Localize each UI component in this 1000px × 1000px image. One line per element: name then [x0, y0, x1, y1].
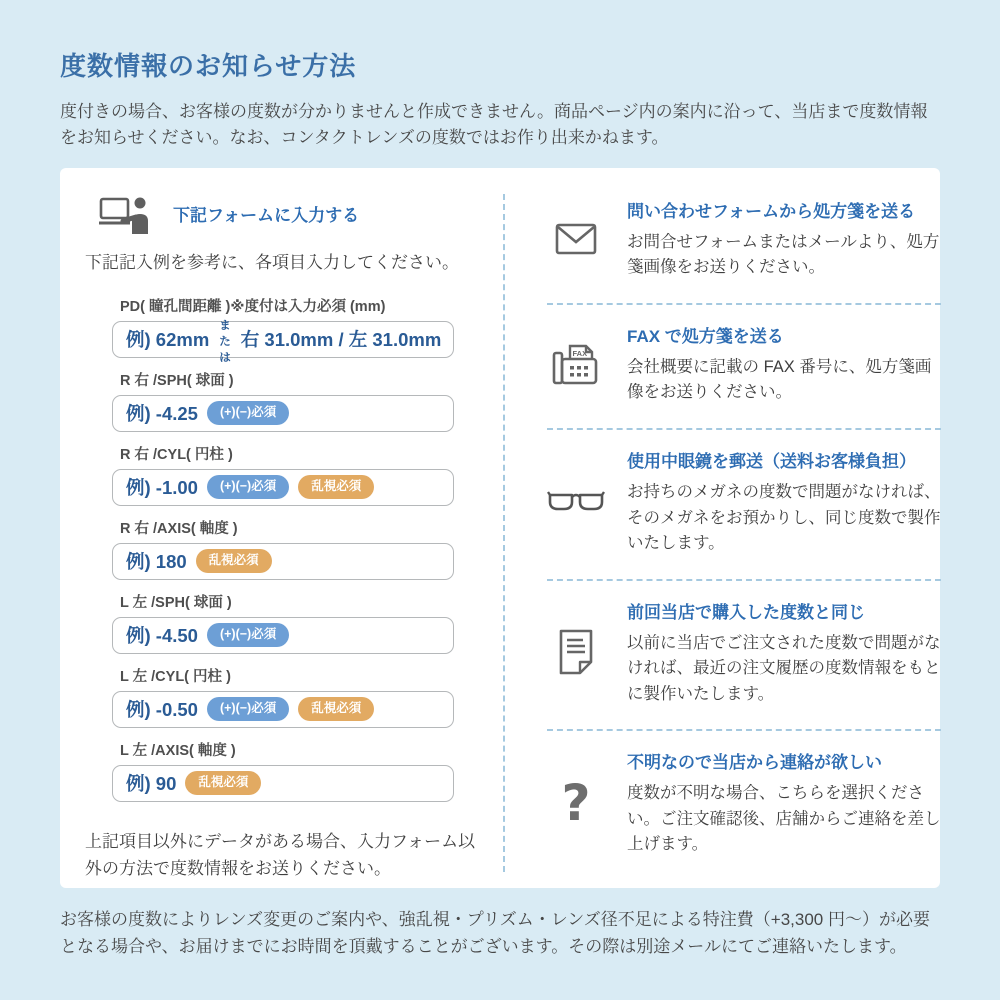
- field-example-r-axis: [112, 543, 454, 580]
- sign-required-badge: (+)(−)必須: [207, 475, 289, 499]
- method-contact-form: [547, 180, 941, 303]
- astigmatism-required-badge: 乱視必須: [196, 549, 272, 573]
- method-title: 不明なので当店から連絡が欲しい: [627, 753, 882, 773]
- page-title: 度数情報のお知らせ方法: [60, 51, 357, 81]
- field-value: 例) 180: [126, 551, 187, 573]
- method-body: 以前に当店でご注文された度数で問題がなければ、最近の注文履歴の度数情報をもとに製作いたします。: [627, 633, 941, 703]
- method-title: 使用中眼鏡を郵送（送料お客様負担）: [627, 451, 916, 471]
- field-connector: または: [219, 320, 231, 365]
- field-label-pd: PD( 瞳孔間距離 )※度付は入力必須 (mm): [120, 298, 386, 315]
- field-value: 例) -4.25: [126, 403, 198, 425]
- field-value: 例) -0.50: [126, 699, 198, 721]
- field-label-l-axis: L 左 /AXIS( 軸度 ): [120, 742, 236, 759]
- field-value2: 右 31.0mm / 左 31.0mm: [240, 329, 442, 351]
- field-label-r-cyl: R 右 /CYL( 円柱 ): [120, 446, 233, 463]
- method-body: お持ちのメガネの度数で問題がなければ、そのメガネをお預かりし、同じ度数で製作いたします。: [627, 482, 941, 553]
- form-column: [60, 168, 503, 888]
- field-label-r-sph: R 右 /SPH( 球面 ): [120, 372, 234, 389]
- question-icon: [547, 748, 605, 858]
- field-label-r-axis: R 右 /AXIS( 軸度 ): [120, 520, 238, 537]
- person-at-computer-icon: [99, 194, 151, 234]
- method-previous-order: [547, 579, 941, 730]
- astigmatism-required-badge: 乱視必須: [185, 771, 261, 795]
- sign-required-badge: (+)(−)必須: [207, 623, 289, 647]
- field-value: 例) 90: [126, 773, 177, 795]
- fax-icon-label: FAX: [572, 348, 588, 358]
- astigmatism-required-badge: 乱視必須: [298, 475, 374, 499]
- document-icon: [547, 598, 605, 708]
- method-fax: [547, 303, 941, 428]
- method-body: お問合せフォームまたはメールより、処方箋画像をお送りください。: [627, 232, 940, 277]
- main-panel: [60, 168, 940, 888]
- field-example-r-sph: [112, 395, 454, 432]
- astigmatism-required-badge: 乱視必須: [298, 697, 374, 721]
- sign-required-badge: (+)(−)必須: [207, 697, 289, 721]
- field-example-l-sph: [112, 617, 454, 654]
- method-mail-glasses: [547, 428, 941, 579]
- question-glyph: ?: [561, 774, 591, 833]
- field-example-l-cyl: [112, 691, 454, 728]
- fax-icon: [547, 322, 605, 406]
- methods-column: [505, 168, 959, 888]
- sign-required-badge: (+)(−)必須: [207, 401, 289, 425]
- method-body: 会社概要に記載の FAX 番号に、処方箋画像をお送りください。: [627, 357, 932, 402]
- field-value: 例) -4.50: [126, 625, 198, 647]
- method-title: 前回当店で購入した度数と同じ: [627, 602, 865, 622]
- method-title: FAX で処方箋を送る: [627, 326, 784, 346]
- field-value: 例) 62mm: [126, 329, 210, 351]
- method-unknown-contact-me: [547, 729, 941, 880]
- field-example-r-cyl: [112, 469, 454, 506]
- field-example-pd: [112, 320, 454, 365]
- form-fields: [112, 295, 454, 802]
- footer-note: お客様の度数によりレンズ変更のご案内や、強乱視・プリズム・レンズ径不足による特注費（+3,300 円〜）が必要となる場合や、お届けまでにお時間を頂戴することがございます。その際は別途メールにてご連絡いたします。: [60, 909, 930, 956]
- form-column-header: [99, 194, 483, 234]
- form-column-title: 下記フォームに入力する: [173, 206, 360, 226]
- field-label-l-sph: L 左 /SPH( 球面 ): [120, 594, 232, 611]
- field-label-l-cyl: L 左 /CYL( 円柱 ): [120, 668, 231, 685]
- mail-icon: [547, 197, 605, 281]
- intro-text: 度付きの場合、お客様の度数が分かりませんと作成できません。商品ページ内の案内に沿って、当店まで度数情報をお知らせください。なお、コンタクトレンズの度数ではお作り出来かねます。: [60, 102, 928, 148]
- form-instruction: 下記記入例を参考に、各項目入力してください。: [85, 252, 459, 272]
- method-body: 度数が不明な場合、こちらを選択ください。ご注文確認後、店舗からご連絡を差し上げます。: [627, 784, 941, 854]
- form-note: 上記項目以外にデータがある場合、入力フォーム以外の方法で度数情報をお送りください。: [85, 831, 476, 878]
- field-value: 例) -1.00: [126, 477, 198, 499]
- method-title: 問い合わせフォームから処方箋を送る: [627, 201, 916, 221]
- field-example-l-axis: [112, 765, 454, 802]
- glasses-icon: [547, 447, 605, 557]
